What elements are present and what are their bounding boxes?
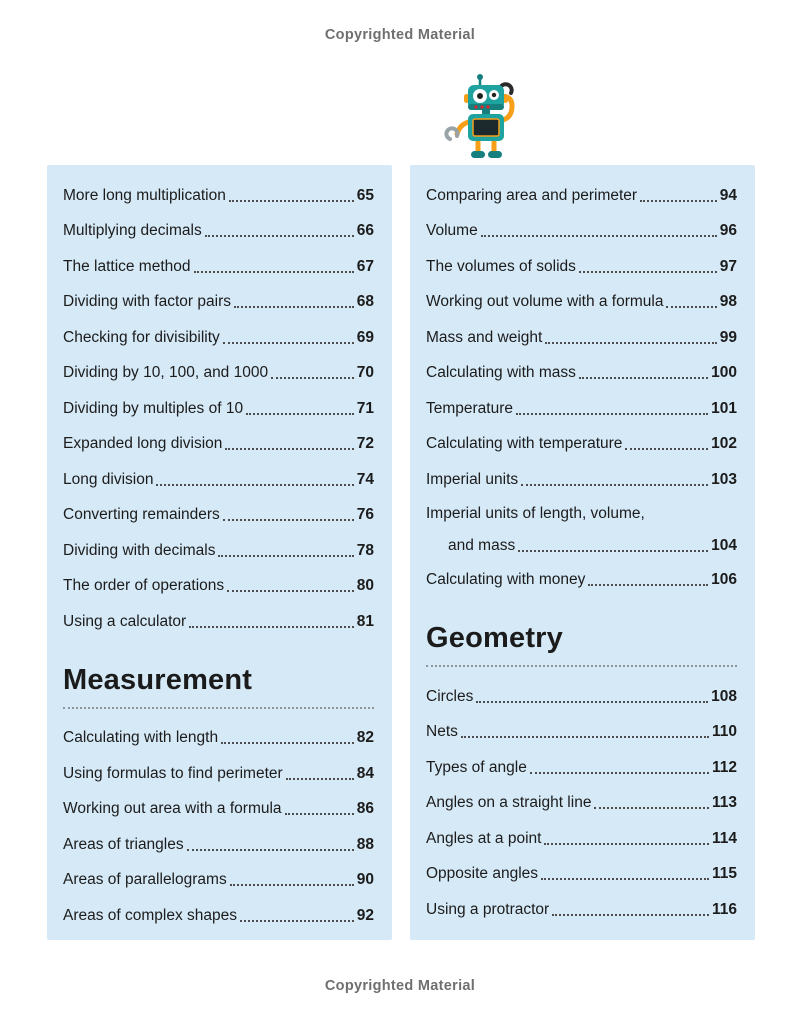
robot-icon	[444, 72, 528, 164]
dotted-leader	[187, 849, 354, 851]
dotted-leader	[246, 413, 354, 415]
toc-entry-line1	[426, 498, 737, 530]
toc-list-right-top	[426, 178, 737, 598]
toc-list-right-bottom	[426, 679, 737, 928]
entry-page-number: 72	[356, 435, 374, 453]
entry-page-number: 70	[356, 364, 374, 382]
entry-page-number: 100	[711, 364, 737, 382]
entry-title: Calculating with mass	[426, 364, 576, 382]
entry-title: Expanded long division	[63, 435, 223, 453]
entry-page-number: 74	[356, 470, 374, 488]
entry-page-number: 80	[356, 577, 374, 595]
entry-title: Using formulas to find perimeter	[63, 764, 283, 782]
section-rule-geometry	[426, 665, 737, 667]
dotted-leader	[225, 448, 353, 450]
dotted-leader	[640, 200, 717, 202]
entry-title: More long multiplication	[63, 186, 226, 204]
entry-page-number: 81	[356, 612, 374, 630]
toc-entry	[426, 427, 737, 463]
toc-entry	[426, 786, 737, 822]
toc-entry	[426, 249, 737, 285]
toc-entry	[426, 178, 737, 214]
entry-page-number: 97	[719, 257, 737, 275]
dotted-leader	[156, 484, 353, 486]
entry-title: Dividing by multiples of 10	[63, 399, 244, 417]
dotted-leader	[552, 914, 709, 916]
entry-page-number: 112	[711, 758, 737, 776]
toc-entry	[426, 563, 737, 599]
dotted-leader	[516, 413, 708, 415]
section-heading-geometry: Geometry	[426, 622, 563, 654]
dotted-leader	[666, 306, 716, 308]
toc-entry	[63, 356, 374, 392]
entry-title: Opposite angles	[426, 865, 539, 883]
toc-entry	[63, 792, 374, 828]
dotted-leader	[476, 701, 708, 703]
entry-title: Long division	[63, 470, 154, 488]
toc-entry	[63, 462, 374, 498]
entry-page-number: 65	[356, 186, 374, 204]
toc-entry	[426, 679, 737, 715]
toc-entry	[426, 750, 737, 786]
toc-entry	[426, 356, 737, 392]
entry-page-number: 104	[711, 537, 737, 554]
entry-page-number: 113	[711, 794, 737, 812]
toc-entry	[426, 214, 737, 250]
entry-title: Dividing by 10, 100, and 1000	[63, 364, 269, 382]
entry-title: Nets	[426, 723, 458, 741]
entry-title: Areas of complex shapes	[63, 906, 238, 924]
dotted-leader	[223, 519, 354, 521]
entry-page-number: 88	[356, 835, 374, 853]
entry-page-number: 78	[356, 541, 374, 559]
dotted-leader	[234, 306, 354, 308]
dotted-leader	[240, 920, 354, 922]
entry-page-number: 108	[711, 687, 737, 705]
entry-title: Mass and weight	[426, 328, 543, 346]
entry-title: Temperature	[426, 399, 514, 417]
dotted-leader	[461, 736, 709, 738]
entry-page-number: 101	[711, 399, 737, 417]
entry-title: Types of angle	[426, 758, 527, 776]
toc-entry	[426, 391, 737, 427]
entry-page-number: 116	[711, 900, 737, 918]
toc-entry	[63, 721, 374, 757]
copyright-notice-bottom: Copyrighted Material	[324, 978, 476, 994]
entry-title: Working out area with a formula	[63, 800, 282, 818]
copyright-notice-top: Copyrighted Material	[324, 27, 476, 43]
toc-list-left-bottom	[63, 721, 374, 934]
dotted-leader	[518, 550, 708, 552]
entry-title: Angles at a point	[426, 829, 542, 847]
toc-entry	[426, 320, 737, 356]
toc-entry	[63, 863, 374, 899]
toc-entry	[63, 498, 374, 534]
dotted-leader	[594, 807, 709, 809]
dotted-leader	[286, 778, 354, 780]
toc-entry	[63, 533, 374, 569]
toc-entry	[426, 285, 737, 321]
toc-entry	[63, 427, 374, 463]
dotted-leader	[230, 884, 354, 886]
entry-title: Volume	[426, 222, 478, 240]
entry-title: Calculating with length	[63, 729, 219, 747]
dotted-leader	[194, 271, 354, 273]
dotted-leader	[541, 878, 709, 880]
dotted-leader	[530, 772, 709, 774]
entry-page-number: 71	[356, 399, 374, 417]
entry-page-number: 98	[719, 293, 737, 311]
entry-title: Angles on a straight line	[426, 794, 592, 812]
toc-entry	[63, 827, 374, 863]
entry-page-number: 115	[711, 865, 737, 883]
entry-page-number: 90	[356, 871, 374, 889]
toc-entry	[426, 715, 737, 751]
toc-entry	[63, 320, 374, 356]
toc-entry	[63, 214, 374, 250]
entry-page-number: 103	[711, 470, 737, 488]
dotted-leader	[544, 843, 709, 845]
toc-list-left-top	[63, 178, 374, 640]
entry-page-number: 92	[356, 906, 374, 924]
entry-page-number: 106	[711, 571, 737, 589]
entry-page-number: 99	[719, 328, 737, 346]
entry-title: Checking for divisibility	[63, 328, 220, 346]
entry-page-number: 84	[356, 764, 374, 782]
dotted-leader	[218, 555, 353, 557]
toc-entry	[63, 604, 374, 640]
dotted-leader	[521, 484, 708, 486]
dotted-leader	[223, 342, 354, 344]
dotted-leader	[588, 584, 708, 586]
entry-page-number: 69	[356, 328, 374, 346]
toc-entry	[426, 821, 737, 857]
entry-title: Using a protractor	[426, 900, 550, 918]
entry-title: Circles	[426, 687, 474, 705]
entry-title: Imperial units of length, volume,	[426, 504, 645, 522]
entry-title: Calculating with temperature	[426, 435, 623, 453]
entry-title: Areas of parallelograms	[63, 871, 227, 889]
entry-title: Dividing with factor pairs	[63, 293, 231, 311]
toc-entry	[63, 391, 374, 427]
entry-page-number: 114	[711, 829, 737, 847]
entry-title: Multiplying decimals	[63, 222, 202, 240]
dotted-leader	[625, 448, 708, 450]
robot-illustration	[444, 72, 528, 169]
dotted-leader	[189, 626, 354, 628]
entry-page-number: 67	[356, 257, 374, 275]
toc-entry	[63, 756, 374, 792]
toc-entry	[426, 857, 737, 893]
entry-page-number: 86	[356, 800, 374, 818]
toc-column-left	[47, 165, 392, 940]
dotted-leader	[579, 377, 708, 379]
entry-title: Converting remainders	[63, 506, 220, 524]
toc-entry	[63, 249, 374, 285]
dotted-leader	[285, 813, 354, 815]
toc-entry	[63, 178, 374, 214]
entry-page-number: 66	[356, 222, 374, 240]
section-rule-measurement	[63, 707, 374, 709]
dotted-leader	[481, 235, 717, 237]
entry-title-continued: and mass	[448, 537, 516, 554]
entry-title: Calculating with money	[426, 571, 586, 589]
toc-entry	[63, 898, 374, 934]
entry-title: Working out volume with a formula	[426, 293, 664, 311]
entry-title: The lattice method	[63, 257, 191, 275]
entry-page-number: 68	[356, 293, 374, 311]
entry-title: Dividing with decimals	[63, 541, 216, 559]
toc-entry-line2	[426, 530, 737, 563]
entry-page-number: 76	[356, 506, 374, 524]
dotted-leader	[545, 342, 716, 344]
entry-page-number: 102	[711, 435, 737, 453]
section-heading-measurement: Measurement	[63, 663, 253, 696]
entry-title: Imperial units	[426, 470, 519, 488]
toc-entry	[426, 462, 737, 498]
entry-title: Using a calculator	[63, 612, 187, 630]
dotted-leader	[579, 271, 717, 273]
entry-title: The volumes of solids	[426, 257, 576, 275]
toc-column-right	[410, 165, 755, 940]
entry-title: Comparing area and perimeter	[426, 186, 638, 204]
dotted-leader	[229, 200, 354, 202]
entry-page-number: 82	[356, 729, 374, 747]
entry-page-number: 110	[711, 723, 737, 741]
dotted-leader	[221, 742, 354, 744]
dotted-leader	[271, 377, 354, 379]
entry-title: The order of operations	[63, 577, 225, 595]
entry-page-number: 96	[719, 222, 737, 240]
toc-entry	[63, 569, 374, 605]
toc-entry	[426, 892, 737, 928]
entry-title: Areas of triangles	[63, 835, 184, 853]
entry-page-number: 94	[719, 186, 737, 204]
dotted-leader	[205, 235, 354, 237]
toc-entry	[63, 285, 374, 321]
dotted-leader	[227, 590, 354, 592]
